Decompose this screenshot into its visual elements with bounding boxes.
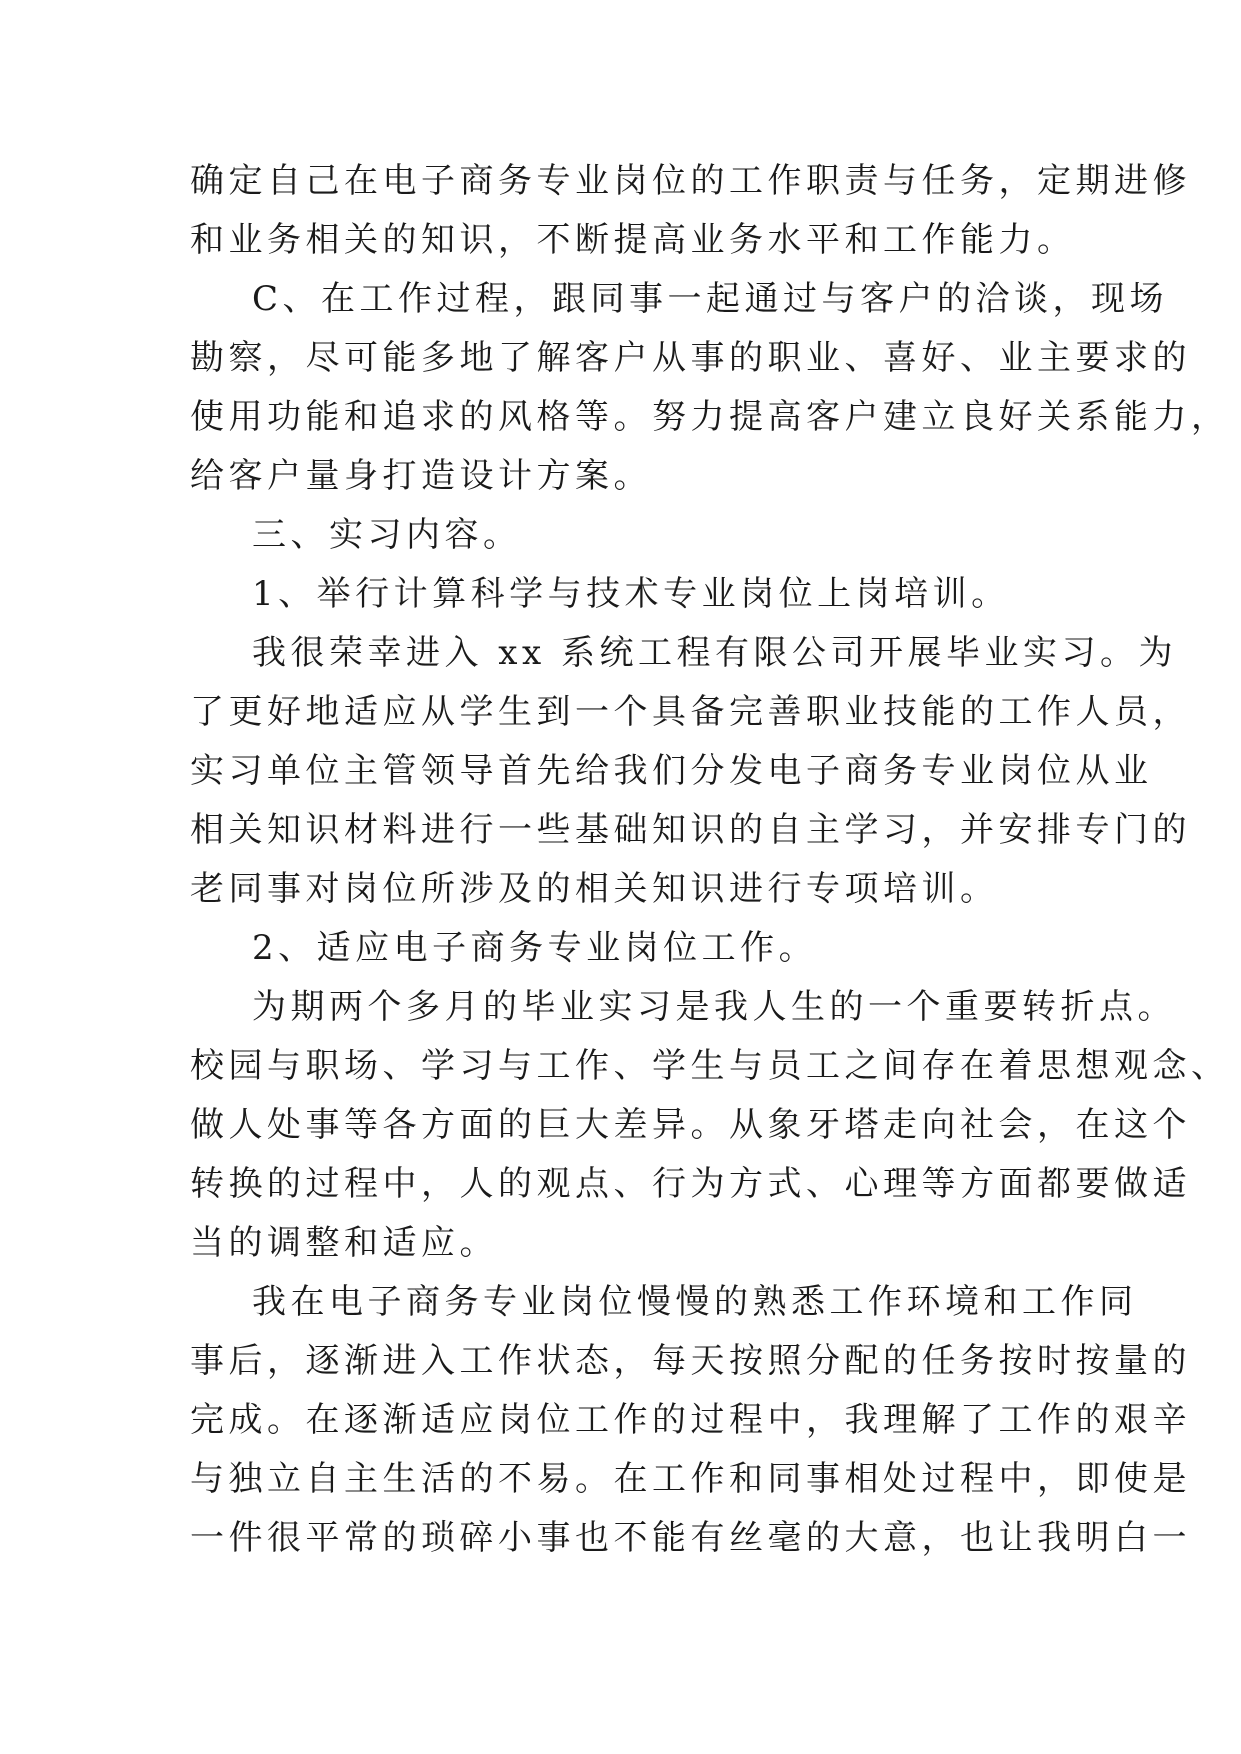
text-line: 使用功能和追求的风格等。努力提高客户建立良好关系能力， (190, 397, 1230, 437)
text-line: 完成。在逐渐适应岗位工作的过程中，我理解了工作的艰辛 (190, 1400, 1191, 1440)
section-heading: 三、实习内容。 (252, 515, 522, 555)
subsection-heading: 1、举行计算科学与技术专业岗位上岗培训。 (252, 574, 1010, 614)
text-line: 勘察，尽可能多地了解客户从事的职业、喜好、业主要求的 (190, 338, 1191, 378)
text-line: 与独立自主生活的不易。在工作和同事相处过程中，即使是 (190, 1459, 1191, 1499)
text-line: 转换的过程中，人的观点、行为方式、心理等方面都要做适 (190, 1164, 1191, 1204)
text-line: 老同事对岗位所涉及的相关知识进行专项培训。 (190, 869, 999, 909)
text-line: 事后，逐渐进入工作状态，每天按照分配的任务按时按量的 (190, 1341, 1191, 1381)
paragraph-start-line: 为期两个多月的毕业实习是我人生的一个重要转折点。 (252, 987, 1176, 1027)
document-body (190, 152, 1230, 1568)
text-line: 一件很平常的琐碎小事也不能有丝毫的大意，也让我明白一 (190, 1518, 1191, 1558)
text-line: 和业务相关的知识，不断提高业务水平和工作能力。 (190, 220, 1076, 260)
paragraph-start-line: 我在电子商务专业岗位慢慢的熟悉工作环境和工作同 (252, 1282, 1138, 1322)
text-line: 做人处事等各方面的巨大差异。从象牙塔走向社会，在这个 (190, 1105, 1191, 1145)
text-line: 实习单位主管领导首先给我们分发电子商务专业岗位从业 (190, 751, 1153, 791)
text-line: 确定自己在电子商务专业岗位的工作职责与任务，定期进修 (190, 161, 1191, 201)
text-line: 相关知识材料进行一些基础知识的自主学习，并安排专门的 (190, 810, 1191, 850)
text-line: 当的调整和适应。 (190, 1223, 498, 1263)
text-line: 了更好地适应从学生到一个具备完善职业技能的工作人员， (190, 692, 1191, 732)
paragraph-start-line: C、在工作过程，跟同事一起通过与客户的洽谈，现场 (252, 279, 1169, 319)
text-line: 校园与职场、学习与工作、学生与员工之间存在着思想观念、 (190, 1046, 1230, 1086)
subsection-heading: 2、适应电子商务专业岗位工作。 (252, 928, 818, 968)
paragraph-start-line: 我很荣幸进入 xx 系统工程有限公司开展毕业实习。为 (252, 633, 1177, 673)
text-line: 给客户量身打造设计方案。 (190, 456, 652, 496)
